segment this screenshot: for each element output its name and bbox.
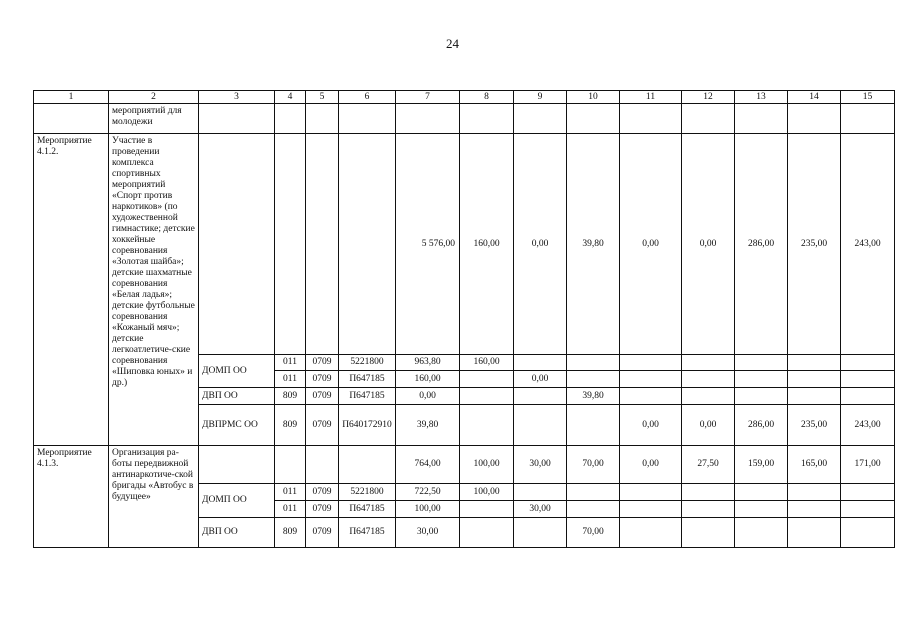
table-cell: 722,50 — [396, 484, 460, 501]
column-number: 14 — [788, 91, 841, 104]
executor-cell: ДВП ОО — [199, 518, 275, 548]
column-number: 4 — [275, 91, 306, 104]
table-cell — [460, 518, 514, 548]
table-cell — [841, 355, 895, 371]
table-cell: 011 — [275, 371, 306, 388]
table-cell: П640172910 — [339, 405, 396, 446]
executor-cell: ДОМП ОО — [199, 355, 275, 388]
column-number: 6 — [339, 91, 396, 104]
table-cell — [841, 501, 895, 518]
column-number: 11 — [620, 91, 682, 104]
column-number: 10 — [567, 91, 620, 104]
event-413-total-c11: 0,00 — [620, 446, 682, 484]
table-cell — [841, 388, 895, 405]
table-cell: 809 — [275, 518, 306, 548]
event-412-total-c14: 235,00 — [788, 134, 841, 355]
table-cell — [460, 405, 514, 446]
event-413-total-c15: 171,00 — [841, 446, 895, 484]
event-413-total-c14: 165,00 — [788, 446, 841, 484]
table-cell — [788, 484, 841, 501]
event-413-total-c9: 30,00 — [514, 446, 567, 484]
executor-cell: ДВПРМС ОО — [199, 405, 275, 446]
table-cell — [514, 518, 567, 548]
table-cell — [514, 388, 567, 405]
executor-cell: ДВП ОО — [199, 388, 275, 405]
table-cell: 30,00 — [396, 518, 460, 548]
table-cell: 39,80 — [567, 388, 620, 405]
table-cell: П647185 — [339, 518, 396, 548]
table-cell — [460, 371, 514, 388]
table-cell — [682, 388, 735, 405]
table-cell — [620, 388, 682, 405]
event-413-total-c13: 159,00 — [735, 446, 788, 484]
column-number: 2 — [109, 91, 199, 104]
table-cell — [620, 371, 682, 388]
table-cell — [841, 518, 895, 548]
carryover-name: мероприятий для молодежи — [109, 104, 199, 134]
table-cell: П647185 — [339, 388, 396, 405]
table-cell: 0,00 — [396, 388, 460, 405]
table-cell: 100,00 — [460, 484, 514, 501]
table-cell: 011 — [275, 355, 306, 371]
table-cell — [788, 388, 841, 405]
table-cell — [735, 501, 788, 518]
table-cell — [682, 355, 735, 371]
event-412-total-c7: 5 576,00 — [396, 134, 460, 355]
column-number: 9 — [514, 91, 567, 104]
table-cell: 0709 — [306, 501, 339, 518]
table-cell — [788, 501, 841, 518]
table-cell — [567, 501, 620, 518]
table-cell: 0709 — [306, 405, 339, 446]
table-cell — [620, 484, 682, 501]
table-cell — [620, 355, 682, 371]
table-cell — [788, 371, 841, 388]
table-cell: 5221800 — [339, 355, 396, 371]
event-412-code: Мероприятие 4.1.2. — [34, 134, 109, 446]
table-cell: 0,00 — [514, 371, 567, 388]
table-cell: 30,00 — [514, 501, 567, 518]
event-413-total-c10: 70,00 — [567, 446, 620, 484]
event-412-name: Участие в проведении комплекса спортивных мероприятий «Спорт против наркотиков» (по художественной гимнастике; детские хоккейные соревнования «Золотая шайба»; детские шахматные соревнования «Белая ладья»; детские футбольные соревнования «Кожаный мяч»; детские легкоатлетиче-ские соревнования «Шиповка юных» и др.) — [109, 134, 199, 446]
page-number: 24 — [446, 36, 459, 51]
table-cell — [735, 388, 788, 405]
table-cell: 286,00 — [735, 405, 788, 446]
table-cell — [567, 355, 620, 371]
event-413-total-c12: 27,50 — [682, 446, 735, 484]
table-cell: 0709 — [306, 388, 339, 405]
executor-cell: ДОМП ОО — [199, 484, 275, 518]
table-cell: П647185 — [339, 501, 396, 518]
table-cell: 011 — [275, 484, 306, 501]
event-413-total-row — [34, 446, 895, 484]
column-number: 3 — [199, 91, 275, 104]
table-cell: 243,00 — [841, 405, 895, 446]
table-cell: 0709 — [306, 484, 339, 501]
table-cell: 0709 — [306, 518, 339, 548]
table-cell — [841, 371, 895, 388]
column-number: 1 — [34, 91, 109, 104]
event-412-total-c10: 39,80 — [567, 134, 620, 355]
event-413-total-c8: 100,00 — [460, 446, 514, 484]
event-412-total-c13: 286,00 — [735, 134, 788, 355]
table-cell — [567, 405, 620, 446]
column-number: 15 — [841, 91, 895, 104]
table-cell: П647185 — [339, 371, 396, 388]
table-cell — [682, 518, 735, 548]
budget-table — [33, 90, 895, 548]
table-cell: 235,00 — [788, 405, 841, 446]
table-cell: 0709 — [306, 355, 339, 371]
table-cell: 70,00 — [567, 518, 620, 548]
table-cell — [567, 371, 620, 388]
table-cell — [788, 355, 841, 371]
table-cell — [735, 518, 788, 548]
column-number: 12 — [682, 91, 735, 104]
table-cell — [682, 371, 735, 388]
event-412-total-c9: 0,00 — [514, 134, 567, 355]
table-cell: 963,80 — [396, 355, 460, 371]
table-cell — [841, 484, 895, 501]
table-cell: 809 — [275, 388, 306, 405]
table-cell — [620, 518, 682, 548]
event-412-total-c8: 160,00 — [460, 134, 514, 355]
table-cell — [788, 518, 841, 548]
table-cell — [514, 355, 567, 371]
event-413-total-c7: 764,00 — [396, 446, 460, 484]
table-cell: 100,00 — [396, 501, 460, 518]
table-cell: 39,80 — [396, 405, 460, 446]
table-cell — [735, 371, 788, 388]
table-cell: 0,00 — [682, 405, 735, 446]
table-cell: 0,00 — [620, 405, 682, 446]
table-cell: 011 — [275, 501, 306, 518]
table-cell: 0709 — [306, 371, 339, 388]
table-cell — [514, 484, 567, 501]
table-cell: 160,00 — [396, 371, 460, 388]
carryover-row — [34, 104, 895, 134]
event-412-total-row — [34, 134, 895, 355]
column-number: 7 — [396, 91, 460, 104]
table-cell — [567, 484, 620, 501]
table-cell: 160,00 — [460, 355, 514, 371]
table-cell — [682, 484, 735, 501]
table-cell — [514, 405, 567, 446]
table-cell — [460, 388, 514, 405]
column-number: 13 — [735, 91, 788, 104]
column-number-row — [34, 91, 895, 104]
event-412-total-c15: 243,00 — [841, 134, 895, 355]
column-number: 5 — [306, 91, 339, 104]
event-412-total-c11: 0,00 — [620, 134, 682, 355]
table-cell: 5221800 — [339, 484, 396, 501]
table-cell — [620, 501, 682, 518]
table-cell — [735, 355, 788, 371]
table-cell — [735, 484, 788, 501]
column-number: 8 — [460, 91, 514, 104]
event-413-code: Мероприятие 4.1.3. — [34, 446, 109, 548]
table-cell — [460, 501, 514, 518]
table-cell — [682, 501, 735, 518]
event-413-name: Организация ра-боты передвижной антинаркотиче-ской бригады «Автобус в будущее» — [109, 446, 199, 548]
table-cell: 809 — [275, 405, 306, 446]
event-412-total-c12: 0,00 — [682, 134, 735, 355]
